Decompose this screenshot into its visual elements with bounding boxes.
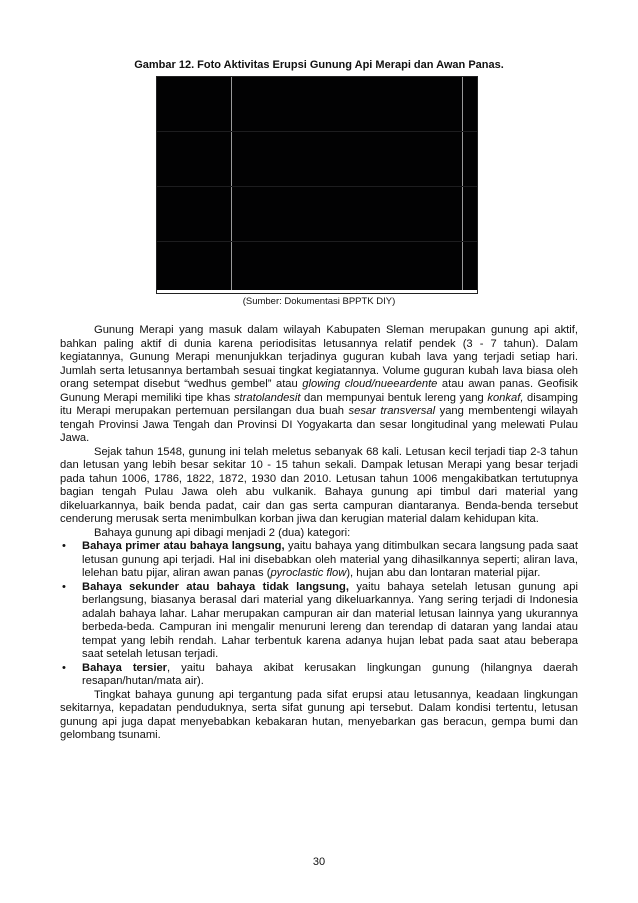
italic-term: sesar transversal	[348, 405, 436, 417]
italic-term: konkaf,	[487, 391, 524, 404]
text-run: atau awan panas. Geofisik Gunung Merapi memiliki tipe khas	[60, 378, 578, 404]
page-number: 30	[312, 856, 326, 868]
body-text	[60, 324, 578, 743]
paragraph-3: Bahaya gunung api dibagi menjadi 2 (dua) kategori:	[94, 526, 351, 539]
photo-band-line	[157, 131, 477, 132]
eruption-photo	[157, 77, 477, 290]
photo-seam-line	[231, 77, 232, 290]
italic-term: glowing cloud/nueeardente	[302, 378, 438, 390]
italic-term: pyroclastic flow	[270, 567, 347, 579]
list-item	[60, 581, 578, 662]
bold-term: Bahaya primer atau bahaya langsung,	[82, 540, 285, 552]
paragraph-4: Tingkat bahaya gunung api tergantung pada sifat erupsi atau letusannya, keadaan lingkungan sekitarnya, kepadatan penduduknya, serta sifat gunung api tersebut. Dalam kondisi tertentu, letusan gunung api juga dapat menyebabkan kebakaran hutan, menyebarkan gas beracun, gempa bumi dan gelombang tsunami.	[60, 688, 578, 741]
text-run: Gunung Merapi yang masuk dalam wilayah Kabupaten Sleman merupakan gunung api aktif, bahkan paling aktif di dunia karena periodisitas letusannya relatif pendek (3 - 7 tahun). Dalam kegiatannya, Gunung Merapi menunjukkan terjadinya guguran kubah lava yang terjadi setiap hari. Jumlah serta letusannya bertambah sesuai tingkat kegiatannya. Volume guguran kubah lava biasa oleh orang setempat disebut “wedhus gembel” atau	[60, 324, 578, 390]
figure-source: (Sumber: Dokumentasi BPPTK DIY)	[242, 296, 396, 307]
bullet-marker: •	[62, 540, 66, 552]
photo-seam-line	[462, 77, 463, 290]
photo-band-line	[157, 241, 477, 242]
paragraph-2: Sejak tahun 1548, gunung ini telah meletus sebanyak 68 kali. Letusan kecil terjadi tiap 2-3 tahun dan letusan yang lebih besar sekitar 10 - 15 tahun sekali. Dampak letusan Merapi yang besar terjadi pada tahun 1006, 1786, 1822, 1872, 1930 dan 2010. Letusan tahun 1006 mengakibatkan tertutupnya bagian tengah Pulau Jawa oleh abu vulkanik. Bahaya gunung api timbul dari material yang dikeluarkannya, baik benda padat, cair dan gas serta campuran diantaranya. Benda-benda tersebut cenderung merusak serta menimbulkan korban jiwa dan kerugian material dalam kehidupan kita.	[60, 445, 578, 525]
text-run: yang membentengi wilayah tengah Provinsi Jawa Tengah dan Provinsi DI Yogyakarta dan sesar longitudinal yang melewati Pulau Jawa.	[60, 405, 579, 444]
text-run: ), hujan abu dan lontaran material pijar.	[346, 567, 541, 579]
bold-term: Bahaya sekunder atau bahaya tidak langsung,	[82, 580, 349, 593]
list-item	[60, 662, 578, 689]
figure-photo-frame	[156, 76, 478, 294]
paragraph-1	[60, 324, 578, 446]
hazard-list	[60, 540, 578, 689]
photo-band-line	[157, 186, 477, 187]
figure-caption: Gambar 12. Foto Aktivitas Erupsi Gunung Api Merapi dan Awan Panas.	[134, 59, 504, 71]
bold-term: Bahaya tersier	[82, 661, 168, 674]
text-run: dan mempunyai bentuk lereng yang	[300, 391, 488, 404]
list-item	[60, 540, 578, 581]
text-run: , yaitu bahaya akibat kerusakan lingkungan gunung (hilangnya daerah resapan/hutan/mata air).	[82, 661, 578, 687]
italic-term: stratolandesit	[233, 391, 301, 404]
text-run: yaitu bahaya yang ditimbulkan secara langsung pada saat letusan gunung api terjadi. Hal ini disebabkan oleh material yang dihasilkannya seperti; aliran lava, lelehan batu pijar, aliran awan panas (	[82, 540, 578, 579]
bullet-marker: •	[62, 580, 66, 593]
text-run: disamping itu Merapi merupakan pertemuan persilangan dua buah	[60, 391, 579, 417]
bullet-marker: •	[62, 661, 66, 674]
text-run: yaitu bahaya setelah letusan gunung api berlangsung, biasanya berasal dari material yang dikeluarkannya. Yang sering terjadi di Indonesia adalah bahaya lahar. Lahar merupakan campuran air dan material letusan lainnya yang ukurannya berbeda-beda. Campuran ini mengalir menuruni lereng dan terendap di dataran yang landai atau tempat yang lebih rendah. Lahar terbentuk karena adanya hujan lebat pada saat atau beberapa saat setelah letusan terjadi.	[82, 580, 578, 660]
